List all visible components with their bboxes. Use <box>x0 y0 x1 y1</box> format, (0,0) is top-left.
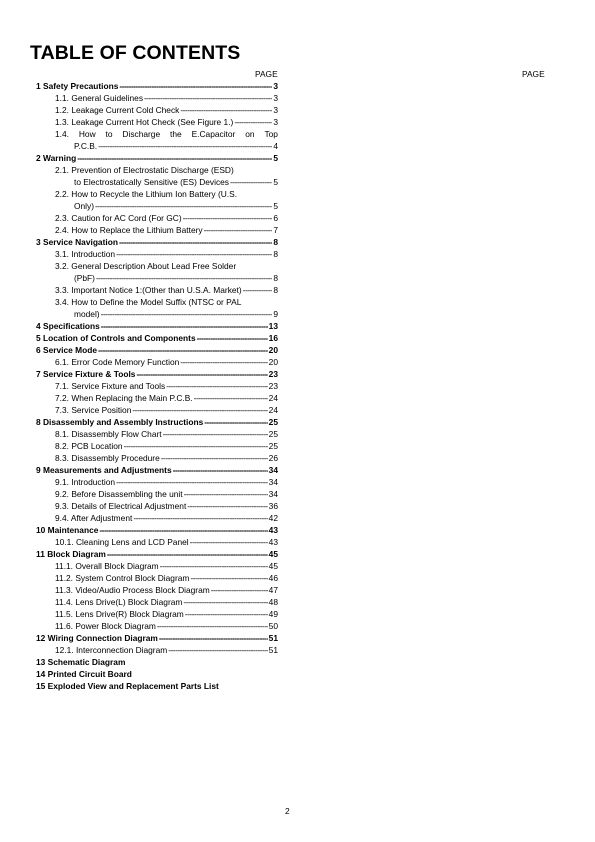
toc-entry-number: 11.2. <box>55 573 74 583</box>
toc-entry-title <box>55 536 189 548</box>
toc-entry-continuation: Only) <box>74 201 95 211</box>
toc-entry-page: 5 <box>273 177 278 187</box>
toc-entry-number: 11.5. <box>55 609 74 619</box>
toc-entry-page: 34 <box>268 477 278 487</box>
toc-entry-title <box>55 212 182 224</box>
toc-entry[interactable] <box>36 116 278 128</box>
toc-entry-text: After Adjustment <box>70 513 133 523</box>
toc-leader <box>132 404 267 416</box>
toc-leader <box>119 80 272 92</box>
toc-entry-number: 11.1. <box>55 561 74 571</box>
toc-entry-title <box>55 644 167 656</box>
page-column-label: PAGE <box>255 69 278 79</box>
toc-entry-text: Warning <box>43 153 77 163</box>
toc-entry[interactable] <box>36 224 278 236</box>
toc-entry-text: Service Mode <box>43 345 97 355</box>
toc-entry-number: 1 <box>36 81 41 91</box>
toc-entry-title <box>55 116 233 128</box>
toc-leader <box>160 560 268 572</box>
toc-entry-page: 3 <box>273 81 278 91</box>
toc-entry[interactable] <box>36 632 278 644</box>
toc-entry-page: 47 <box>268 585 278 595</box>
toc-entry-title <box>55 404 131 416</box>
toc-leader <box>98 344 268 356</box>
toc-leader <box>184 488 268 500</box>
toc-entry-number: 9.2. <box>55 489 69 499</box>
toc-entry-number: 7.1. <box>55 381 69 391</box>
toc-entry[interactable] <box>36 152 278 164</box>
toc-entry-text: Introduction <box>71 249 116 259</box>
toc-entry-text: Cleaning Lens and LCD Panel <box>75 537 189 547</box>
toc-leader <box>159 632 268 644</box>
toc-leader <box>116 476 268 488</box>
toc-entry-continuation: P.C.B. <box>74 141 98 151</box>
toc-entry-page: 51 <box>268 633 278 643</box>
toc-entry-text: Exploded View and Replacement Parts List <box>47 681 219 691</box>
toc-entry[interactable] <box>36 452 278 464</box>
toc-entry[interactable] <box>36 512 278 524</box>
toc-entry-number: 1.2. <box>55 105 69 115</box>
toc-leader <box>144 92 272 104</box>
toc-entry-text: Error Code Memory Function <box>71 357 180 367</box>
toc-leader <box>99 524 267 536</box>
toc-entry-title <box>36 320 100 332</box>
toc-entry[interactable] <box>36 620 278 632</box>
toc-entry-word: Top <box>264 129 278 139</box>
toc-entry-number: 1.1. <box>55 93 69 103</box>
toc-entry-title <box>55 248 115 260</box>
toc-entry-continuation: model) <box>74 309 100 319</box>
toc-leader <box>107 548 268 560</box>
toc-entry-page: 23 <box>268 381 278 391</box>
toc-entry-title <box>36 368 135 380</box>
toc-entry-number: 2.3. <box>55 213 69 223</box>
toc-entry-text: Leakage Current Hot Check (See Figure 1.) <box>71 117 234 127</box>
toc-entry-text: When Replacing the Main P.C.B. <box>71 393 193 403</box>
toc-entry[interactable] <box>36 80 278 92</box>
toc-leader <box>168 644 267 656</box>
toc-entry-word: E.Capacitor <box>191 129 236 139</box>
toc-entry[interactable] <box>36 404 278 416</box>
toc-leader <box>96 272 272 284</box>
toc-leader <box>187 500 267 512</box>
toc-entry[interactable] <box>36 428 278 440</box>
toc-entry[interactable] <box>36 392 278 404</box>
toc-entry-text: Caution for AC Cord (For GC) <box>71 213 182 223</box>
toc-entry-number: 9 <box>36 465 41 475</box>
toc-leader <box>119 236 272 248</box>
toc-entry-title <box>36 548 106 560</box>
toc-entry-text: General Guidelines <box>71 93 144 103</box>
toc-leader <box>204 416 267 428</box>
toc-entry[interactable] <box>36 212 278 224</box>
toc-entry-continuation: to Electrostatically Sensitive (ES) Devices <box>74 177 229 187</box>
toc-entry-text: Lens Drive(L) Block Diagram <box>75 597 183 607</box>
toc-entry-page: 4 <box>273 141 278 151</box>
page-title: TABLE OF CONTENTS <box>30 42 241 64</box>
toc-entry-title <box>55 596 182 608</box>
toc-leader <box>211 584 268 596</box>
toc-entry[interactable] <box>36 104 278 116</box>
toc-entry-number: 3.3. <box>55 285 69 295</box>
toc-leader <box>194 392 268 404</box>
toc-entry-page: 5 <box>273 153 278 163</box>
toc-entry-page: 25 <box>268 429 278 439</box>
toc-leader <box>234 116 272 128</box>
toc-leader <box>185 608 268 620</box>
footer-page-number: 2 <box>285 806 290 816</box>
toc-entry-word: the <box>170 129 182 139</box>
toc-entry-number: 3.2. <box>55 261 69 271</box>
toc-leader <box>124 440 268 452</box>
toc-entry[interactable] <box>36 464 278 476</box>
toc-entry[interactable] <box>36 656 278 668</box>
toc-entry[interactable] <box>36 368 278 380</box>
toc-entry[interactable] <box>36 416 278 428</box>
toc-entry-number: 11.4. <box>55 597 74 607</box>
toc-entry-text: Introduction <box>71 477 116 487</box>
toc-entry[interactable] <box>36 596 278 608</box>
toc-entry-page: 26 <box>268 453 278 463</box>
toc-entry[interactable] <box>36 332 278 344</box>
toc-entry-number: 2 <box>36 153 41 163</box>
toc-entry-page: 51 <box>268 645 278 655</box>
toc-leader <box>190 572 267 584</box>
toc-entry[interactable]: 2.1. Prevention of Electrostatic Discharge (ESD) to Electrostatically Sensitive (ES) Devices ----- 5 <box>36 164 278 188</box>
toc-entry-title <box>55 608 184 620</box>
toc-entry-text: Power Block Diagram <box>75 621 156 631</box>
toc-entry-page: 16 <box>268 333 278 343</box>
toc-entry-page: 24 <box>268 393 278 403</box>
toc-entry-number: 6 <box>36 345 41 355</box>
toc-entry-page: 6 <box>273 213 278 223</box>
toc-leader <box>116 248 272 260</box>
toc-entry-title <box>55 392 193 404</box>
toc-entry-number: 3.4. <box>55 297 69 307</box>
toc-entry-text: Maintenance <box>47 525 99 535</box>
toc-entry-text: Service Position <box>71 405 132 415</box>
toc-entry[interactable] <box>36 320 278 332</box>
toc-leader <box>101 308 273 320</box>
toc-entry-page: 3 <box>273 105 278 115</box>
toc-entry[interactable] <box>36 668 278 680</box>
toc-entry-number: 10 <box>36 525 46 535</box>
toc-leader <box>77 152 272 164</box>
toc-entry-page: 42 <box>268 513 278 523</box>
toc-entry-page: 43 <box>268 537 278 547</box>
toc-entry-number: 3 <box>36 237 41 247</box>
toc-entry[interactable] <box>36 248 278 260</box>
toc-leader <box>163 428 268 440</box>
toc-entry-page: 24 <box>268 405 278 415</box>
toc-leader <box>180 104 272 116</box>
toc-leader <box>166 380 267 392</box>
toc-entry[interactable] <box>36 536 278 548</box>
toc-entry[interactable] <box>36 644 278 656</box>
toc-entry-title <box>36 464 172 476</box>
toc-entry-text: Schematic Diagram <box>47 657 126 667</box>
toc-entry-page: 7 <box>273 225 278 235</box>
toc-entry-title <box>36 344 97 356</box>
toc-entry-text: Location of Controls and Components <box>43 333 196 343</box>
toc-leader <box>197 332 268 344</box>
toc-entry-text: Service Fixture and Tools <box>71 381 166 391</box>
toc-entry-text: Interconnection Diagram <box>75 645 168 655</box>
toc-entry-page: 8 <box>273 285 278 295</box>
toc-entry-text: Important Notice 1:(Other than U.S.A. Market) <box>71 285 242 295</box>
toc-entry-title <box>55 224 203 236</box>
toc-entry-text: Disassembly and Assembly Instructions <box>43 417 204 427</box>
toc-entry-title <box>55 440 123 452</box>
toc-entry-number: 9.1. <box>55 477 69 487</box>
toc-entry-title <box>36 152 76 164</box>
toc-entry-title <box>36 668 132 680</box>
toc-entry-page: 20 <box>268 357 278 367</box>
toc-entry[interactable] <box>36 476 278 488</box>
toc-entry-text: System Control Block Diagram <box>75 573 190 583</box>
toc-entry-page: 8 <box>273 249 278 259</box>
toc-entry-title <box>55 356 179 368</box>
toc-entry-number: 4 <box>36 321 41 331</box>
toc-entry-text: How to Replace the Lithium Battery <box>71 225 203 235</box>
page-column-label-right: PAGE <box>522 69 545 79</box>
table-of-contents <box>36 80 278 692</box>
toc-entry-title <box>36 416 203 428</box>
toc-leader <box>133 512 267 524</box>
toc-entry-text: Overall Block Diagram <box>75 561 159 571</box>
toc-leader <box>230 176 272 188</box>
toc-entry-page: 48 <box>268 597 278 607</box>
toc-entry-number: 6.1. <box>55 357 69 367</box>
toc-entry-page: 34 <box>268 489 278 499</box>
toc-entry-page: 34 <box>268 465 278 475</box>
toc-entry-page: 50 <box>268 621 278 631</box>
toc-entry[interactable] <box>36 344 278 356</box>
toc-leader <box>183 212 273 224</box>
toc-entry-page: 5 <box>273 201 278 211</box>
toc-leader <box>190 536 268 548</box>
toc-entry-number: 12 <box>36 633 46 643</box>
toc-entry-text: Before Disassembling the unit <box>71 489 183 499</box>
toc-entry-title <box>36 656 125 668</box>
toc-entry-title <box>55 584 210 596</box>
toc-entry-title <box>55 104 179 116</box>
toc-entry-number: 3.1. <box>55 249 69 259</box>
toc-entry-title <box>36 524 98 536</box>
toc-entry-title <box>36 80 118 92</box>
toc-entry-word: How <box>78 129 96 139</box>
toc-entry-title <box>36 332 196 344</box>
toc-entry[interactable] <box>36 524 278 536</box>
toc-entry[interactable] <box>36 680 278 692</box>
toc-entry-text: Specifications <box>43 321 100 331</box>
toc-entry-page: 20 <box>268 345 278 355</box>
toc-entry-word: Discharge <box>122 129 161 139</box>
toc-entry[interactable] <box>36 488 278 500</box>
toc-leader <box>157 620 268 632</box>
toc-entry-page: 3 <box>273 117 278 127</box>
toc-entry-title <box>55 428 162 440</box>
toc-entry-title <box>55 488 183 500</box>
toc-entry-page: 45 <box>268 561 278 571</box>
toc-entry-number: 15 <box>36 681 46 691</box>
toc-entry[interactable] <box>36 560 278 572</box>
toc-entry-number: 11 <box>36 549 45 559</box>
toc-entry-title <box>55 572 189 584</box>
toc-entry-number: 9.3. <box>55 501 69 511</box>
toc-entry-page: 43 <box>268 525 278 535</box>
toc-entry-number: 8.3. <box>55 453 69 463</box>
toc-leader <box>180 356 267 368</box>
toc-entry-text: Printed Circuit Board <box>47 669 132 679</box>
toc-entry-number: 11.3. <box>55 585 74 595</box>
toc-entry-number: 7 <box>36 369 41 379</box>
toc-entry[interactable]: 3.4. How to Define the Model Suffix (NTSC or PAL model) ----- 9 <box>36 296 278 320</box>
toc-entry-page: 36 <box>268 501 278 511</box>
toc-entry-number: 9.4. <box>55 513 69 523</box>
toc-entry-title <box>55 92 143 104</box>
toc-leader <box>183 596 267 608</box>
toc-entry-number: 14 <box>36 669 46 679</box>
toc-leader <box>136 368 267 380</box>
toc-entry[interactable] <box>36 380 278 392</box>
toc-entry-number: 8 <box>36 417 41 427</box>
toc-entry[interactable] <box>36 236 278 248</box>
toc-entry-title <box>55 476 115 488</box>
toc-entry-title <box>55 620 156 632</box>
toc-entry[interactable] <box>36 584 278 596</box>
toc-entry-title <box>55 560 159 572</box>
toc-entry-page: 45 <box>268 549 278 559</box>
toc-entry[interactable] <box>36 548 278 560</box>
toc-entry-text: Measurements and Adjustments <box>43 465 172 475</box>
toc-entry-title <box>55 452 160 464</box>
toc-entry-page: 23 <box>268 369 278 379</box>
toc-entry[interactable] <box>36 356 278 368</box>
toc-entry[interactable] <box>36 440 278 452</box>
toc-entry-page: 25 <box>268 441 278 451</box>
toc-entry-number: 8.2. <box>55 441 69 451</box>
toc-entry[interactable]: 3.2. General Description About Lead Free Solder (PbF) ----- 8 <box>36 260 278 284</box>
toc-leader <box>204 224 273 236</box>
toc-entry-text: Details of Electrical Adjustment <box>71 501 187 511</box>
toc-entry-number: 10.1. <box>55 537 74 547</box>
toc-entry-title <box>55 380 165 392</box>
toc-leader <box>95 200 272 212</box>
toc-entry-text: Service Navigation <box>43 237 118 247</box>
toc-entry-text: PCB Location <box>71 441 123 451</box>
toc-entry[interactable] <box>36 128 278 152</box>
toc-entry-text: Disassembly Procedure <box>71 453 160 463</box>
toc-entry-number: 2.1. <box>55 165 69 175</box>
toc-entry-text: Block Diagram <box>47 549 106 559</box>
toc-leader <box>243 284 273 296</box>
toc-leader <box>98 140 272 152</box>
toc-entry-title <box>36 680 219 692</box>
toc-entry-number: 1.3. <box>55 117 69 127</box>
toc-entry[interactable] <box>36 500 278 512</box>
toc-entry-page: 13 <box>268 321 278 331</box>
toc-entry-text: Safety Precautions <box>43 81 119 91</box>
toc-entry-text: Wiring Connection Diagram <box>47 633 158 643</box>
toc-entry[interactable] <box>36 92 278 104</box>
toc-entry[interactable] <box>36 284 278 296</box>
toc-entry[interactable] <box>36 608 278 620</box>
toc-entry-text: Leakage Current Cold Check <box>71 105 180 115</box>
toc-entry-number: 2.4. <box>55 225 69 235</box>
toc-entry-page: 25 <box>268 417 278 427</box>
toc-entry-number: 8.1. <box>55 429 69 439</box>
toc-leader <box>101 320 268 332</box>
toc-entry-text: Service Fixture & Tools <box>43 369 136 379</box>
toc-entry-page: 8 <box>273 273 278 283</box>
toc-entry-number: 13 <box>36 657 46 667</box>
toc-entry-title <box>36 236 118 248</box>
toc-entry-word: to <box>105 129 113 139</box>
toc-entry-title <box>55 500 186 512</box>
toc-entry-number: 1.4. <box>55 129 69 139</box>
toc-entry-continuation: (PbF) <box>74 273 95 283</box>
toc-entry-page: 49 <box>268 609 278 619</box>
toc-entry[interactable] <box>36 572 278 584</box>
toc-entry-page: 3 <box>273 93 278 103</box>
toc-entry-title <box>36 632 158 644</box>
toc-entry-page: 8 <box>273 237 278 247</box>
toc-entry-text: Disassembly Flow Chart <box>71 429 162 439</box>
toc-entry-title <box>55 512 132 524</box>
toc-entry-word: on <box>245 129 255 139</box>
toc-entry-text: Video/Audio Process Block Diagram <box>75 585 210 595</box>
toc-entry-number: 2.2. <box>55 189 69 199</box>
toc-entry-number: 5 <box>36 333 41 343</box>
toc-entry-number: 7.3. <box>55 405 69 415</box>
toc-entry-number: 7.2. <box>55 393 69 403</box>
toc-leader <box>161 452 268 464</box>
toc-entry-title <box>55 284 242 296</box>
toc-entry-number: 12.1. <box>55 645 74 655</box>
toc-entry[interactable]: 2.2. How to Recycle the Lithium Ion Battery (U.S. Only) ----- 5 <box>36 188 278 212</box>
toc-leader <box>173 464 268 476</box>
toc-entry-page: 46 <box>268 573 278 583</box>
toc-entry-number: 11.6. <box>55 621 74 631</box>
toc-entry-text: Lens Drive(R) Block Diagram <box>75 609 184 619</box>
toc-entry-page: 9 <box>273 309 278 319</box>
